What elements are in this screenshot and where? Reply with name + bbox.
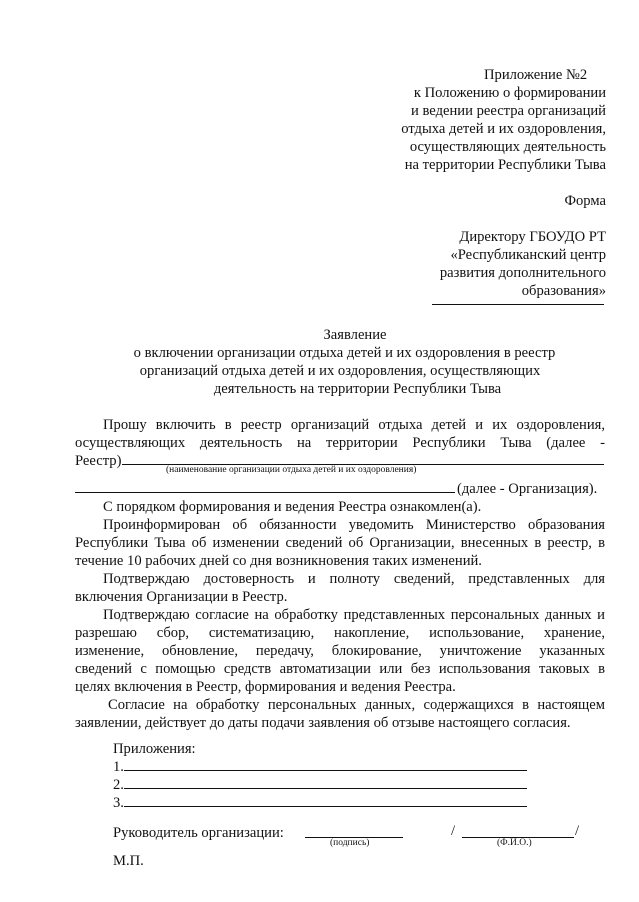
attachment-line-3[interactable]	[124, 806, 527, 807]
attachment-number: 1.	[113, 759, 124, 775]
body-line: целях включения в Реестр, формирования и ведения Реестра.	[75, 679, 456, 695]
attachments-label: Приложения:	[113, 741, 196, 757]
addressee-line: образования»	[521, 283, 606, 299]
document-heading: Заявление	[323, 327, 387, 343]
header-line: на территории Республики Тыва	[404, 157, 606, 173]
body-line: С порядком формирования и ведения Реестра ознакомлен(а).	[103, 499, 482, 515]
reestr-label: Реестр)	[75, 453, 122, 469]
stamp-label: М.П.	[113, 853, 144, 869]
body-line: осуществляющих деятельность на территории Республики Тыва (далее -	[75, 435, 605, 451]
attachment-line-1[interactable]	[124, 770, 527, 771]
header-line: к Положению о формировании	[413, 85, 606, 101]
body-line: заявлении, действует до даты подачи заявления об отзыве настоящего согласия.	[75, 715, 571, 731]
signature-caption: (подпись)	[330, 838, 370, 848]
body-line: Проинформирован об обязанности уведомить Министерство образования	[103, 517, 605, 533]
body-line: Прошу включить в реестр организаций отдыха детей и их оздоровления,	[103, 417, 605, 433]
body-line: течение 10 рабочих дней со дня возникновения таких изменений.	[75, 553, 482, 569]
body-line: сведений с помощью средств автоматизации или без использования таковых в	[75, 661, 605, 677]
organization-caption: (наименование организации отдыха детей и их оздоровления)	[166, 465, 417, 475]
header-line: и ведении реестра организаций	[411, 103, 606, 119]
header-line: осуществляющих деятельность	[409, 139, 606, 155]
signature-label: Руководитель организации:	[113, 825, 284, 841]
body-line: Согласие на обработку персональных данных, содержащихся в настоящем	[108, 697, 605, 713]
slash-right: /	[575, 823, 580, 839]
appendix-number: Приложение №2	[484, 67, 588, 83]
body-line: Подтверждаю согласие на обработку представленных персональных данных и	[103, 607, 605, 623]
body-line: разрешаю сбор, систематизацию, накопление, использование, хранение,	[75, 625, 605, 641]
body-line: включения Организации в Реестр.	[75, 589, 288, 605]
full-name-caption: (Ф.И.О.)	[497, 838, 532, 848]
addressee-blank-line[interactable]	[432, 304, 604, 305]
addressee-line: «Республиканский центр	[450, 247, 606, 263]
body-line: Республики Тыва об изменении сведений об Организации, внесенных в реестр, в	[75, 535, 605, 551]
header-line: отдыха детей и их оздоровления,	[401, 121, 606, 137]
addressee-line: Директору ГБОУДО РТ	[459, 229, 606, 245]
form-label: Форма	[564, 193, 606, 209]
attachment-line-2[interactable]	[124, 788, 527, 789]
organization-suffix: (далее - Организация).	[457, 481, 598, 497]
attachment-number: 2.	[113, 777, 124, 793]
organization-name-line-2[interactable]	[75, 492, 455, 493]
title-line: организаций отдыха детей и их оздоровления, осуществляющих	[139, 363, 541, 379]
body-line: Подтверждаю достоверность и полноту сведений, представленных для	[103, 571, 605, 587]
title-line: деятельность на территории Республики Тыва	[213, 381, 502, 397]
body-line: изменение, обновление, передачу, блокирование, уничтожение указанных	[75, 643, 605, 659]
slash-left: /	[451, 823, 456, 839]
attachment-number: 3.	[113, 795, 124, 811]
title-line: о включении организации отдыха детей и их оздоровления в реестр	[133, 345, 556, 361]
addressee-line: развития дополнительного	[439, 265, 606, 281]
